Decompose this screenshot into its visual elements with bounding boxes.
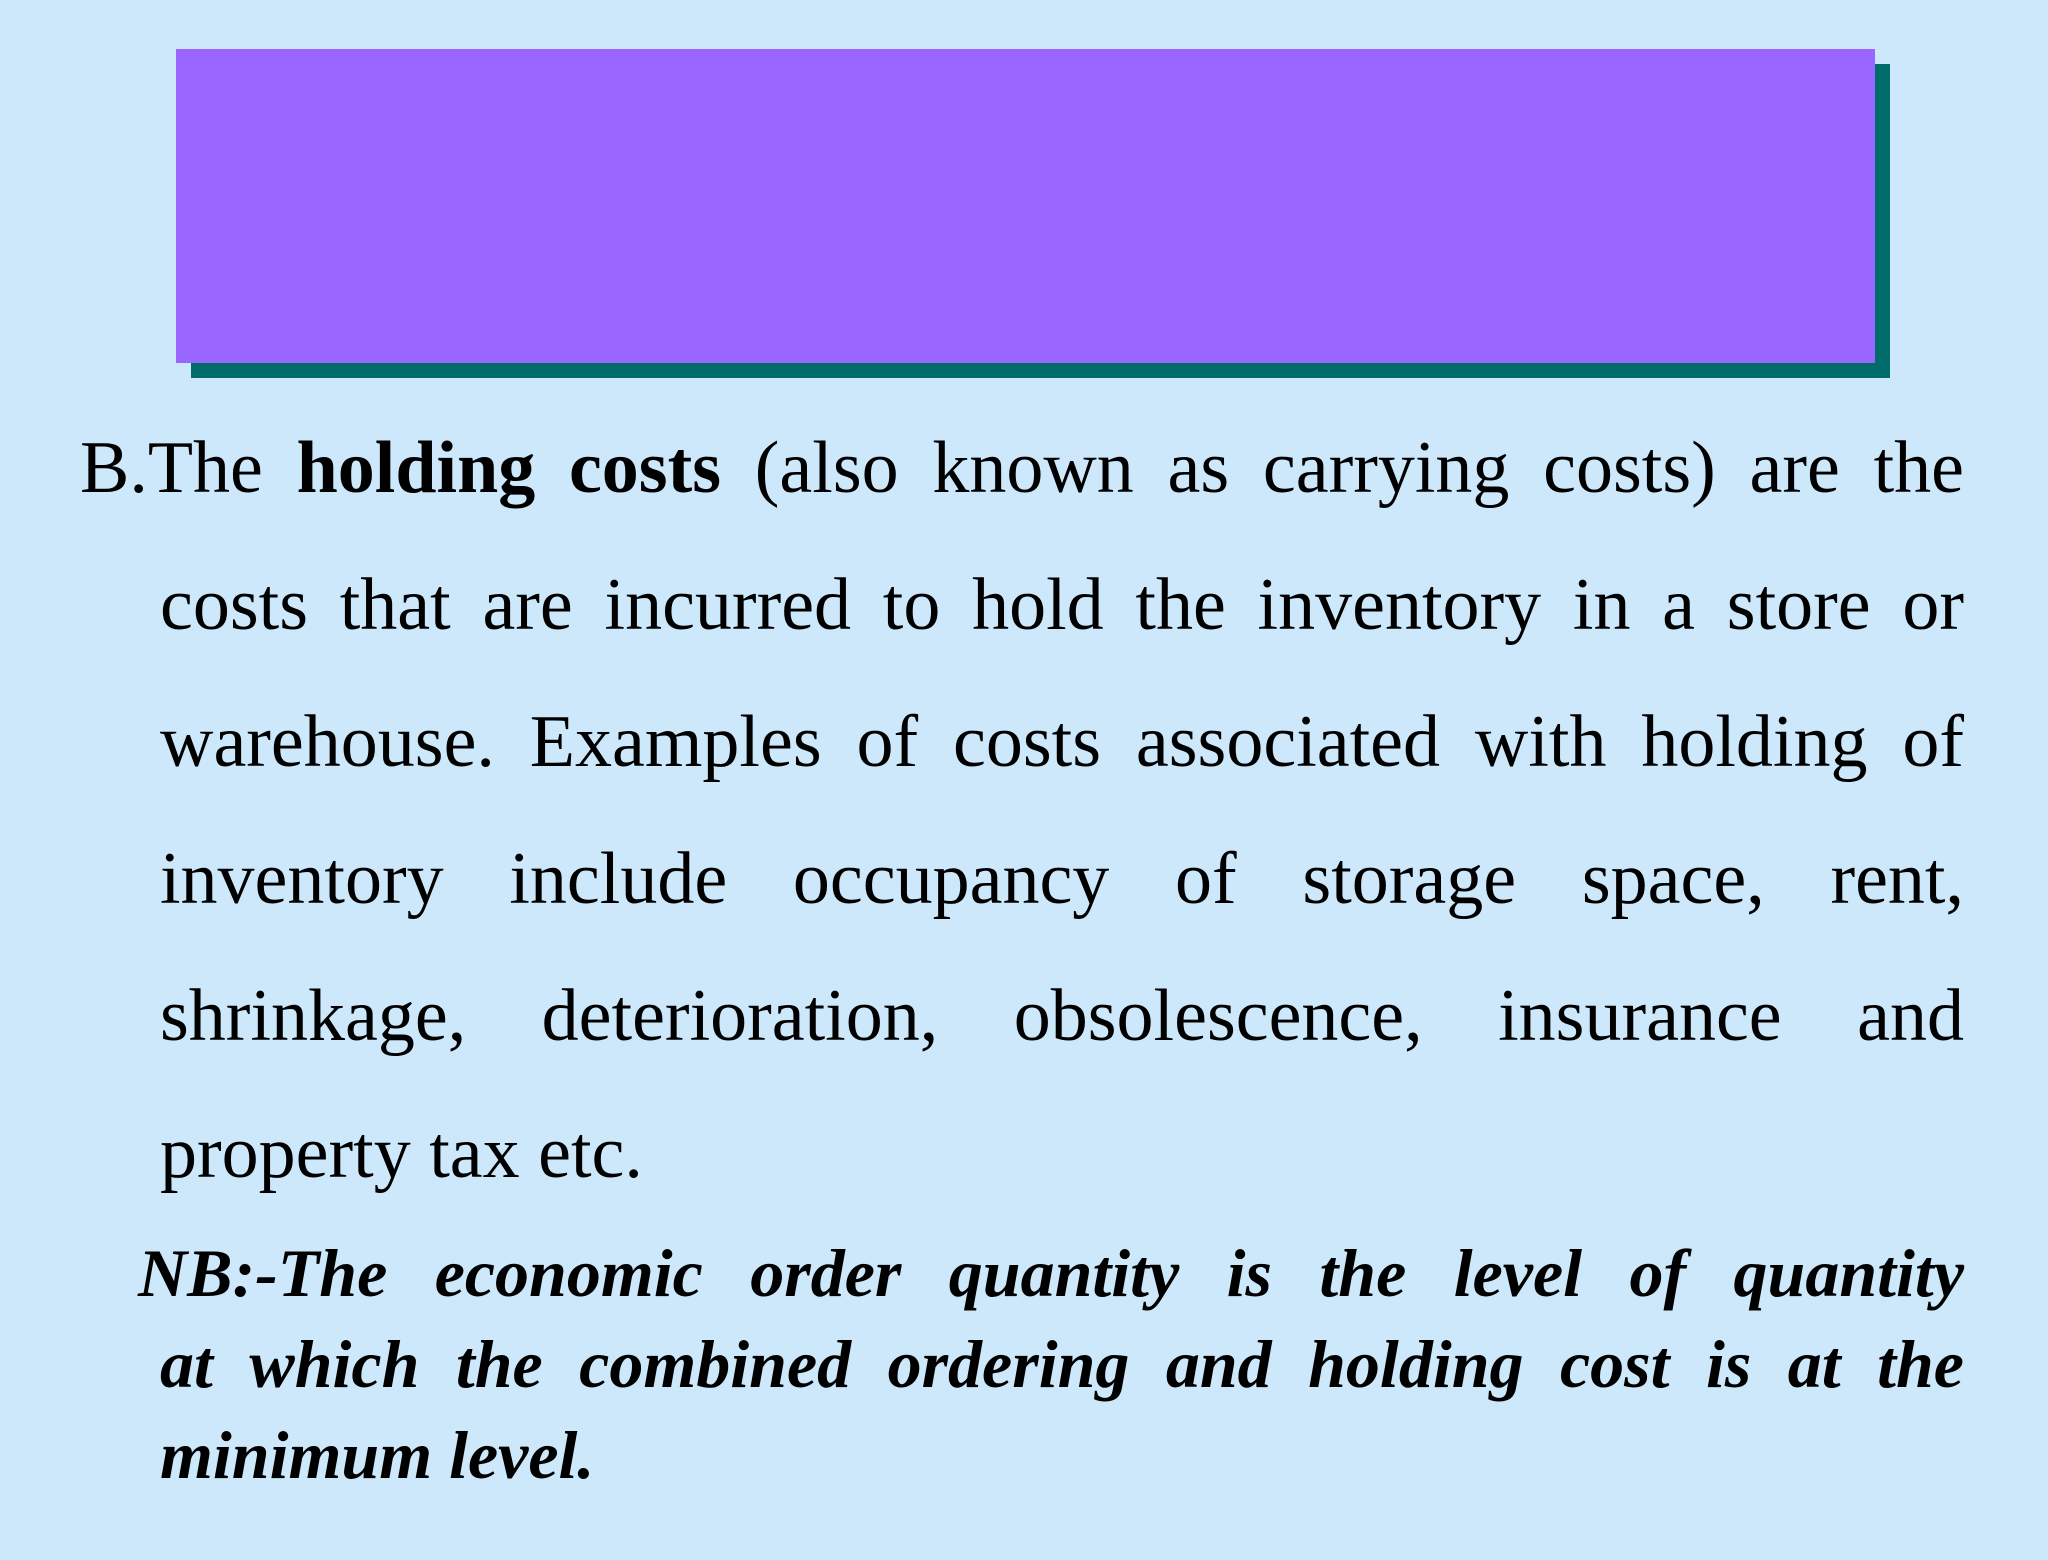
paragraph-line-5: shrinkage, deterioration, obsolescence, insurance and (160, 975, 1964, 1057)
paragraph-line-4: inventory include occupancy of storage space, rent, (160, 838, 1964, 920)
note-line-2: at which the combined ordering and holding cost is at the (160, 1326, 1964, 1402)
paragraph-line-2: costs that are incurred to hold the inventory in a store or (160, 564, 1964, 646)
note-line-1: NB:-The economic order quantity is the level of quantity (138, 1235, 1964, 1311)
paragraph-prefix: B.The (80, 427, 263, 509)
paragraph-line-6: property tax etc. (160, 1112, 643, 1194)
eoq-note (138, 1228, 1964, 1501)
holding-costs-term: holding costs (296, 427, 722, 509)
note-line-3: minimum level. (160, 1417, 595, 1493)
holding-costs-paragraph (80, 400, 1964, 1222)
title-box (176, 49, 1875, 363)
paragraph-line-3: warehouse. Examples of costs associated with holding of (160, 701, 1964, 783)
paragraph-line-1-rest: (also known as carrying costs) are the (754, 427, 1965, 509)
paragraph-line-1 (80, 400, 1964, 537)
